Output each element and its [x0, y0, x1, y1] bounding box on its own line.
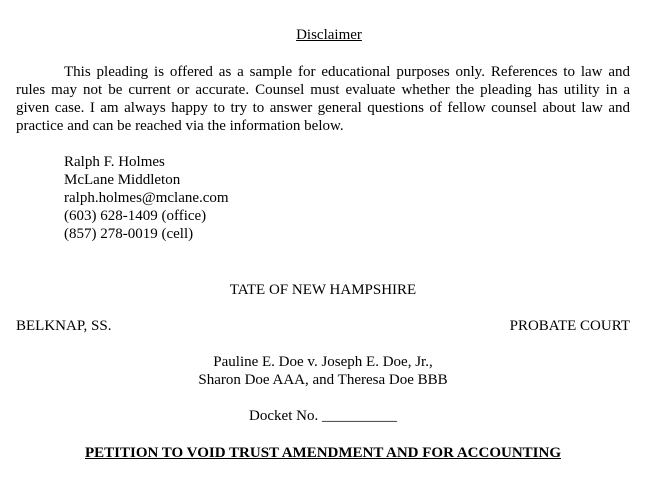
caption-line-2: Sharon Doe AAA, and Theresa Doe BBB [198, 372, 448, 388]
docket-number: Docket No. __________ [249, 408, 397, 424]
court-name: PROBATE COURT [509, 318, 630, 334]
case-caption [16, 353, 630, 389]
court-state: TATE OF NEW HAMPSHIRE [229, 282, 417, 298]
document-page [16, 26, 630, 462]
contact-phone-cell: (857) 278-0019 (cell) [64, 226, 194, 242]
contact-block [64, 153, 630, 243]
court-county: BELKNAP, SS. [16, 318, 112, 334]
disclaimer-paragraph: This pleading is offered as a sample for educational purposes only. References to law and rules may not be current or accurate. Counsel must evaluate whether the pleading has utility in a given case. I am always happy to try to answer general questions of fellow counsel about law and practice and can be reached via the information below. [16, 64, 630, 134]
contact-phone-office: (603) 628-1409 (office) [64, 208, 207, 224]
disclaimer-title: Disclaimer [296, 27, 362, 43]
document-title: PETITION TO VOID TRUST AMENDMENT AND FOR ACCOUNTING [84, 445, 562, 461]
contact-name: Ralph F. Holmes [64, 154, 165, 170]
contact-firm: McLane Middleton [64, 172, 181, 188]
court-row [16, 317, 630, 335]
contact-email: ralph.holmes@mclane.com [64, 190, 229, 206]
caption-line-1: Pauline E. Doe v. Joseph E. Doe, Jr., [213, 354, 433, 370]
